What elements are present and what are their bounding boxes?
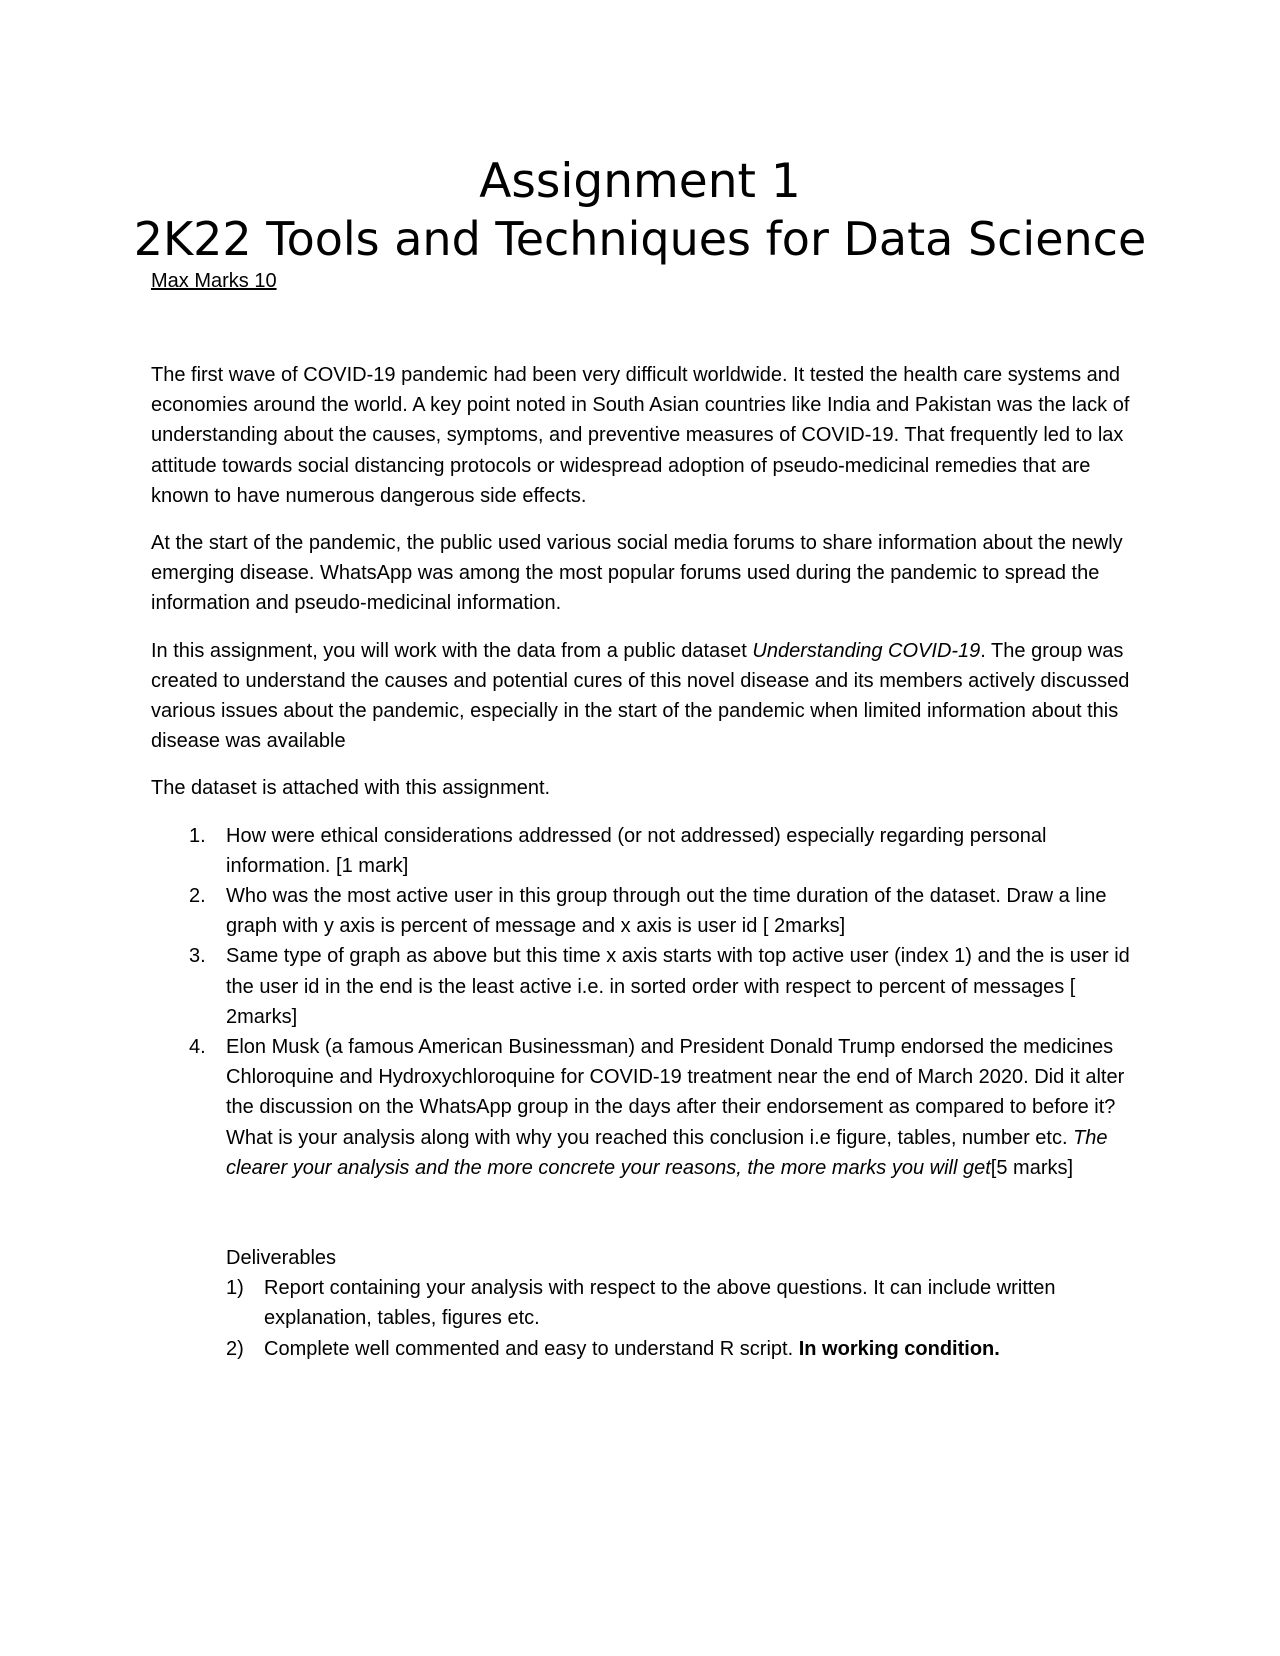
question-number: 2. (189, 885, 206, 908)
deliverable-item (151, 1273, 1136, 1333)
question-item (151, 1032, 1136, 1183)
question-emphasis: The clearer your analysis and the more concrete your reasons, the more marks you will get (226, 1126, 1108, 1179)
deliverable-number: 1) (226, 1277, 244, 1300)
question-text: Same type of graph as above but this time x axis starts with top active user (index 1) and the is user id the user id in the end is the least active i.e. in sorted order with respect to percent of messages [ 2marks] (226, 945, 1130, 1028)
question-item (151, 821, 1136, 881)
question-number: 4. (189, 1036, 206, 1059)
deliverable-text: Report containing your analysis with respect to the above questions. It can include written explanation, tables, figures etc. (264, 1277, 1056, 1330)
deliverables-heading: Deliverables (226, 1247, 337, 1270)
document-subtitle: 2K22 Tools and Techniques for Data Science (133, 212, 1147, 266)
paragraph-intro: The first wave of COVID-19 pandemic had been very difficult worldwide. It tested the health care systems and economies around the world. A key point noted in South Asian countries like India and Pakistan was the lack of understanding about the causes, symptoms, and preventive measures of COVID-19. That frequently led to lax attitude towards social distancing protocols or widespread adoption of pseudo-medicinal remedies that are known to have numerous dangerous side effects. (151, 364, 1130, 507)
question-number: 1. (189, 824, 206, 847)
question-text: How were ethical considerations addressed (or not addressed) especially regarding personal information. [1 mark] (226, 824, 1047, 877)
deliverable-emphasis: In working condition. (798, 1337, 1000, 1360)
paragraph-assignment (151, 636, 1136, 757)
deliverable-number: 2) (226, 1337, 244, 1360)
paragraph-dataset: The dataset is attached with this assignment. (151, 777, 551, 800)
paragraph-social-media: At the start of the pandemic, the public used various social media forums to share information about the newly emerging disease. WhatsApp was among the most popular forums used during the pandemic to spread the information and pseudo-medicinal information. (151, 532, 1123, 615)
document-body (151, 360, 1136, 1364)
paragraph-assignment-start: In this assignment, you will work with the data from a public dataset (151, 639, 753, 662)
question-text: Who was the most active user in this group through out the time duration of the dataset. Draw a line graph with y axis is percent of message and x axis is user id [ 2marks] (226, 885, 1107, 938)
question-item (151, 881, 1136, 941)
question-text: Elon Musk (a famous American Businessman) and President Donald Trump endorsed the medicines Chloroquine and Hydroxychloroquine for COVID-19 treatment near the end of March 2020. Did it alter the discussion on the WhatsApp group in the days after their endorsement as compared to before it? What is your analysis along with why you reached this conclusion i.e figure, tables, number etc. (226, 1036, 1125, 1149)
question-item (151, 941, 1136, 1032)
questions-list (151, 821, 1136, 1183)
question-number: 3. (189, 945, 206, 968)
deliverables-list (151, 1273, 1136, 1364)
max-marks: Max Marks 10 (151, 270, 277, 292)
deliverable-item (151, 1334, 1136, 1364)
paragraph-assignment-end: . The group was created to understand the causes and potential cures of this novel disease and its members actively discussed various issues about the pandemic, especially in the start of the pandemic when limited information about this disease was available (151, 639, 1130, 753)
document-title: Assignment 1 (479, 154, 801, 209)
deliverable-text: Complete well commented and easy to understand R script. (264, 1337, 799, 1360)
dataset-name: Understanding COVID-19 (752, 639, 981, 662)
question-marks: [5 marks] (990, 1156, 1074, 1179)
